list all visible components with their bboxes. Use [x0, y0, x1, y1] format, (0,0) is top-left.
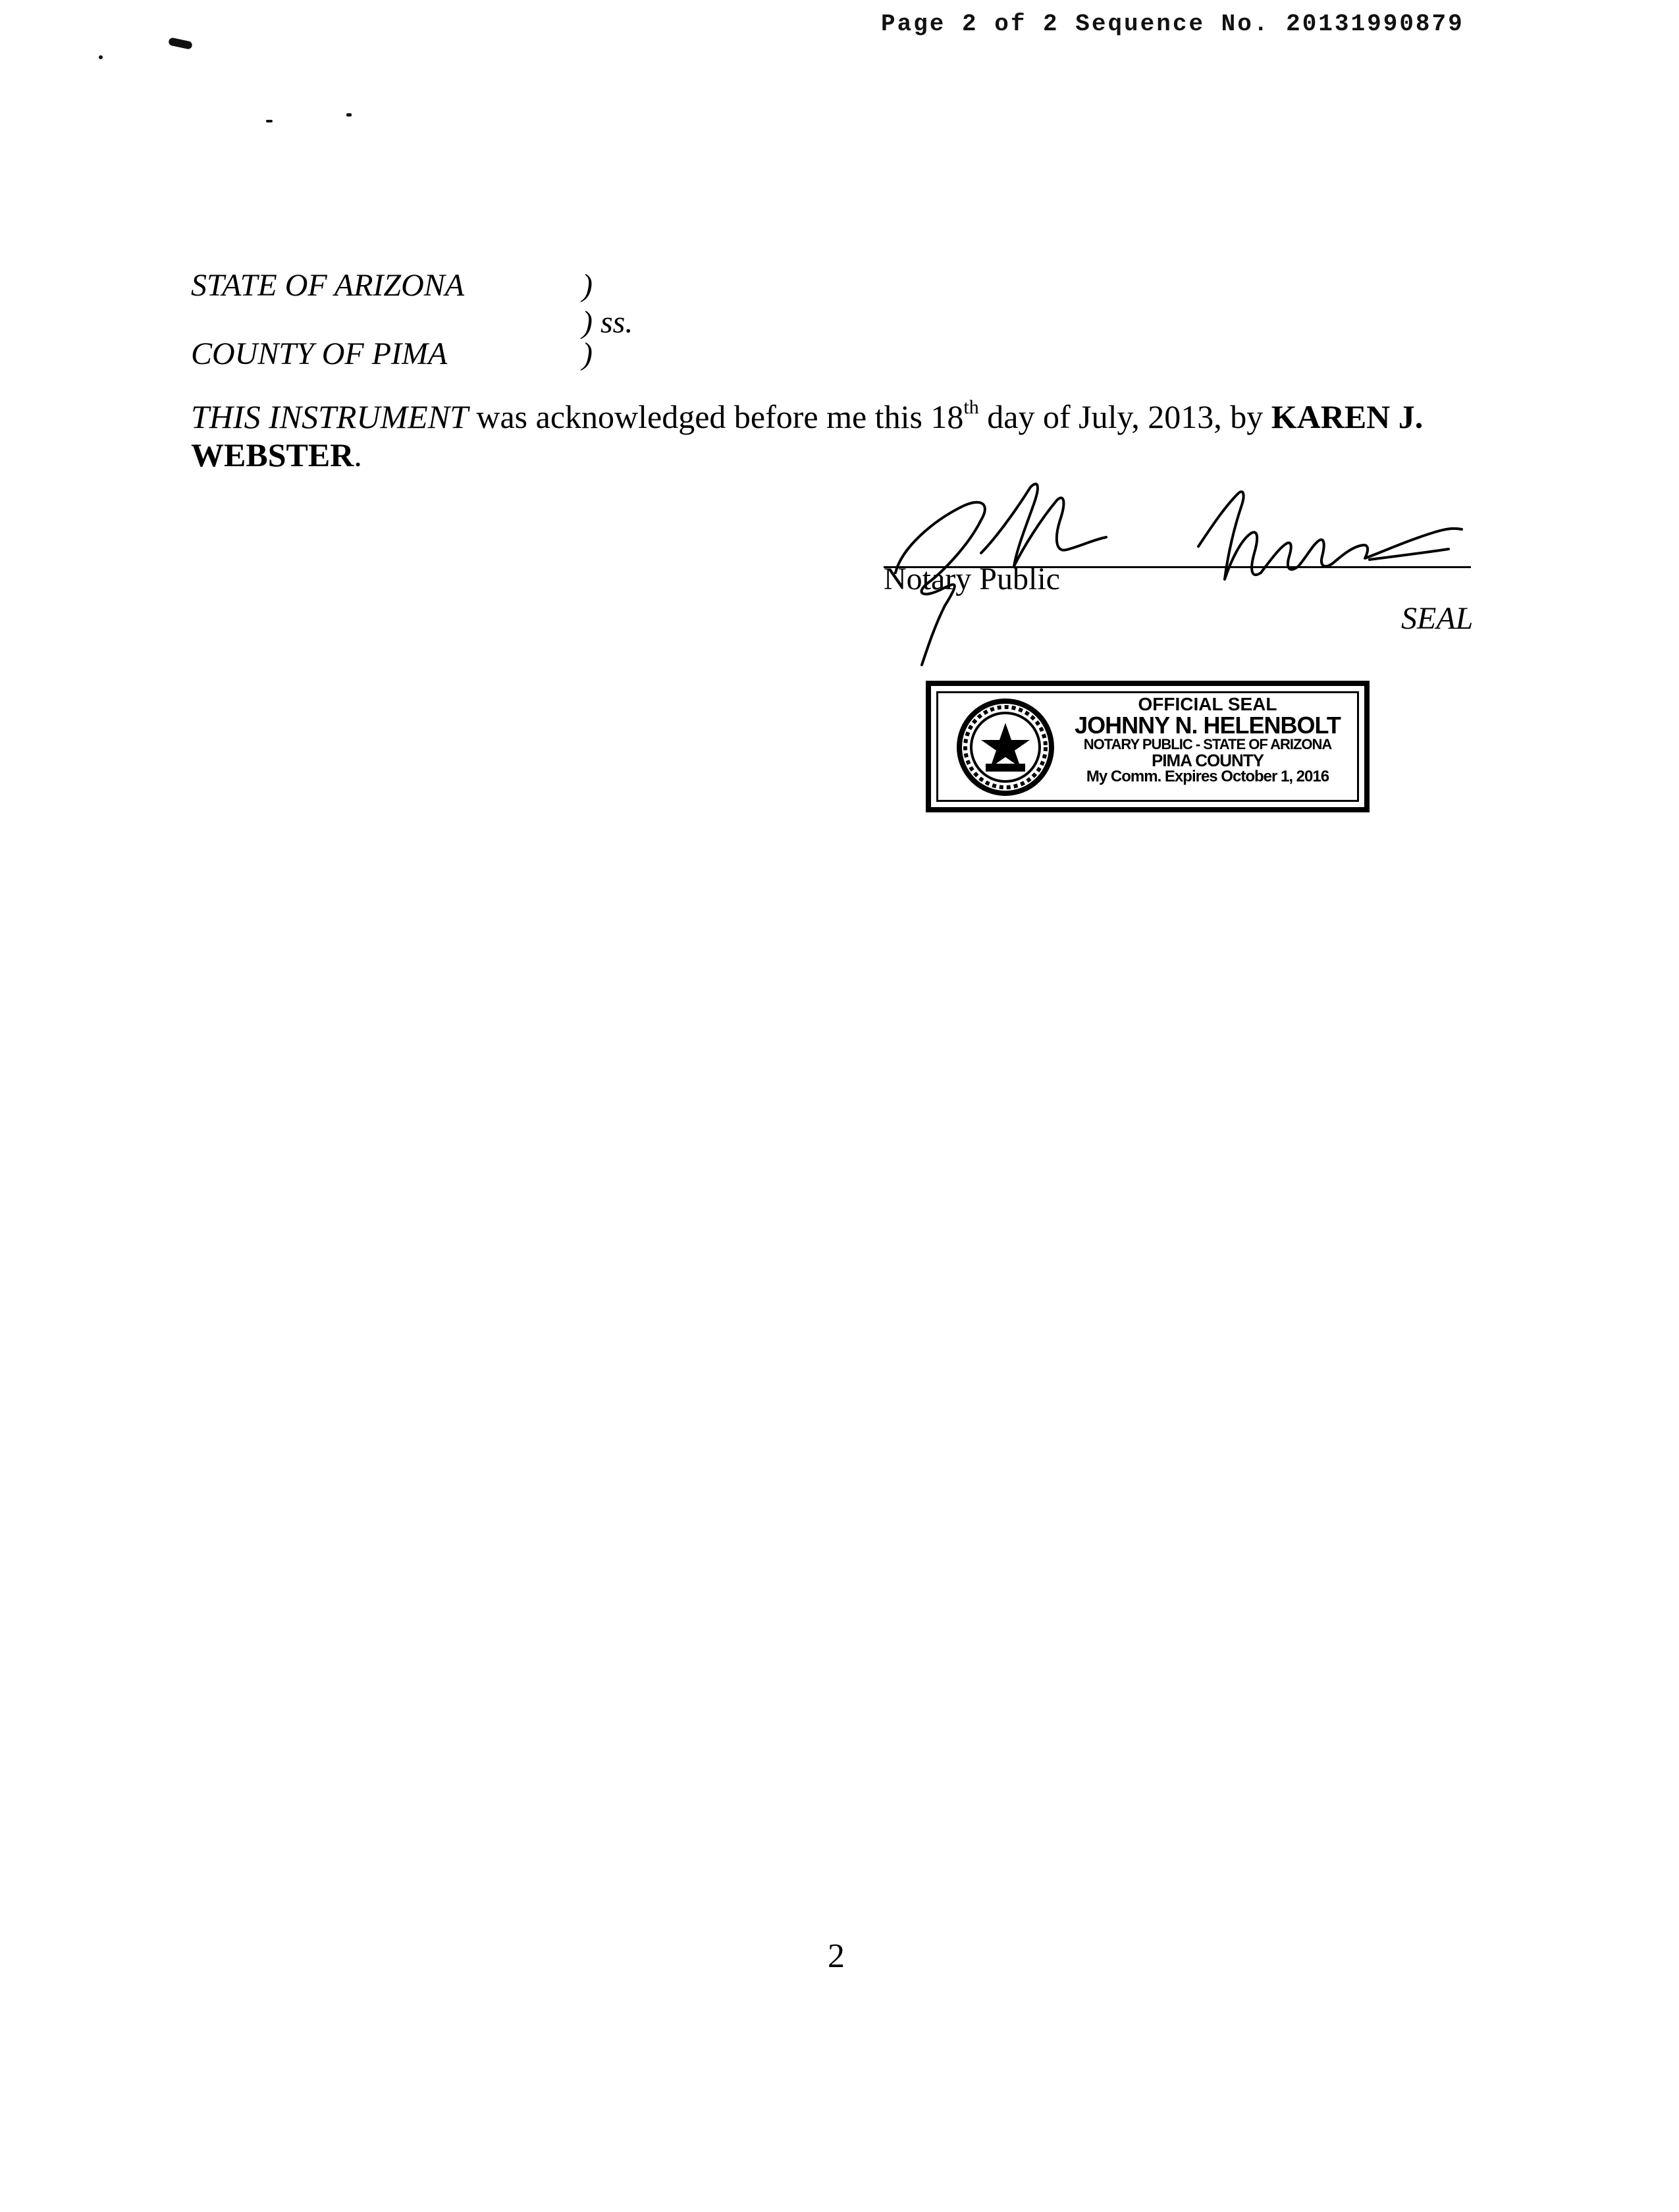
scan-speck	[346, 113, 352, 117]
seal-label: SEAL	[1401, 601, 1474, 636]
scan-speck	[99, 55, 103, 59]
acknowledgment-paragraph	[191, 398, 1442, 474]
page-number: 2	[828, 1937, 845, 1975]
ack-signer-name: KAREN J. WEBSTER	[191, 398, 1424, 473]
ack-end: .	[354, 436, 362, 473]
seal-expiration: My Comm. Expires October 1, 2016	[1086, 768, 1329, 785]
venue-ss: ) ss.	[582, 305, 633, 340]
scan-speck	[168, 37, 193, 49]
venue-paren-close: )	[582, 336, 593, 371]
ack-text-after-day: day of July, 2013, by	[978, 398, 1271, 435]
notary-signature	[882, 474, 1495, 672]
notary-public-label: Notary Public	[884, 562, 1060, 596]
seal-notary-name: JOHNNY N. HELENBOLT	[1075, 712, 1341, 739]
seal-notary-title: NOTARY PUBLIC - STATE OF ARIZONA	[1083, 736, 1332, 752]
scan-speck	[266, 120, 273, 122]
ack-text-before-day: was acknowledged before me this 18	[467, 398, 964, 435]
recording-header-stamp: Page 2 of 2 Sequence No. 20131990879	[881, 11, 1464, 38]
state-seal-emblem-icon	[956, 698, 1055, 797]
venue-county: COUNTY OF PIMA	[191, 336, 448, 371]
seal-title: OFFICIAL SEAL	[1138, 694, 1277, 714]
venue-state: STATE OF ARIZONA	[191, 268, 465, 303]
official-seal-text	[1063, 695, 1352, 785]
ack-lead: THIS INSTRUMENT	[191, 398, 468, 435]
venue-paren-open: )	[582, 268, 593, 303]
official-seal-stamp	[926, 681, 1370, 812]
ack-day-suffix: th	[963, 396, 979, 419]
seal-county: PIMA COUNTY	[1151, 750, 1264, 770]
